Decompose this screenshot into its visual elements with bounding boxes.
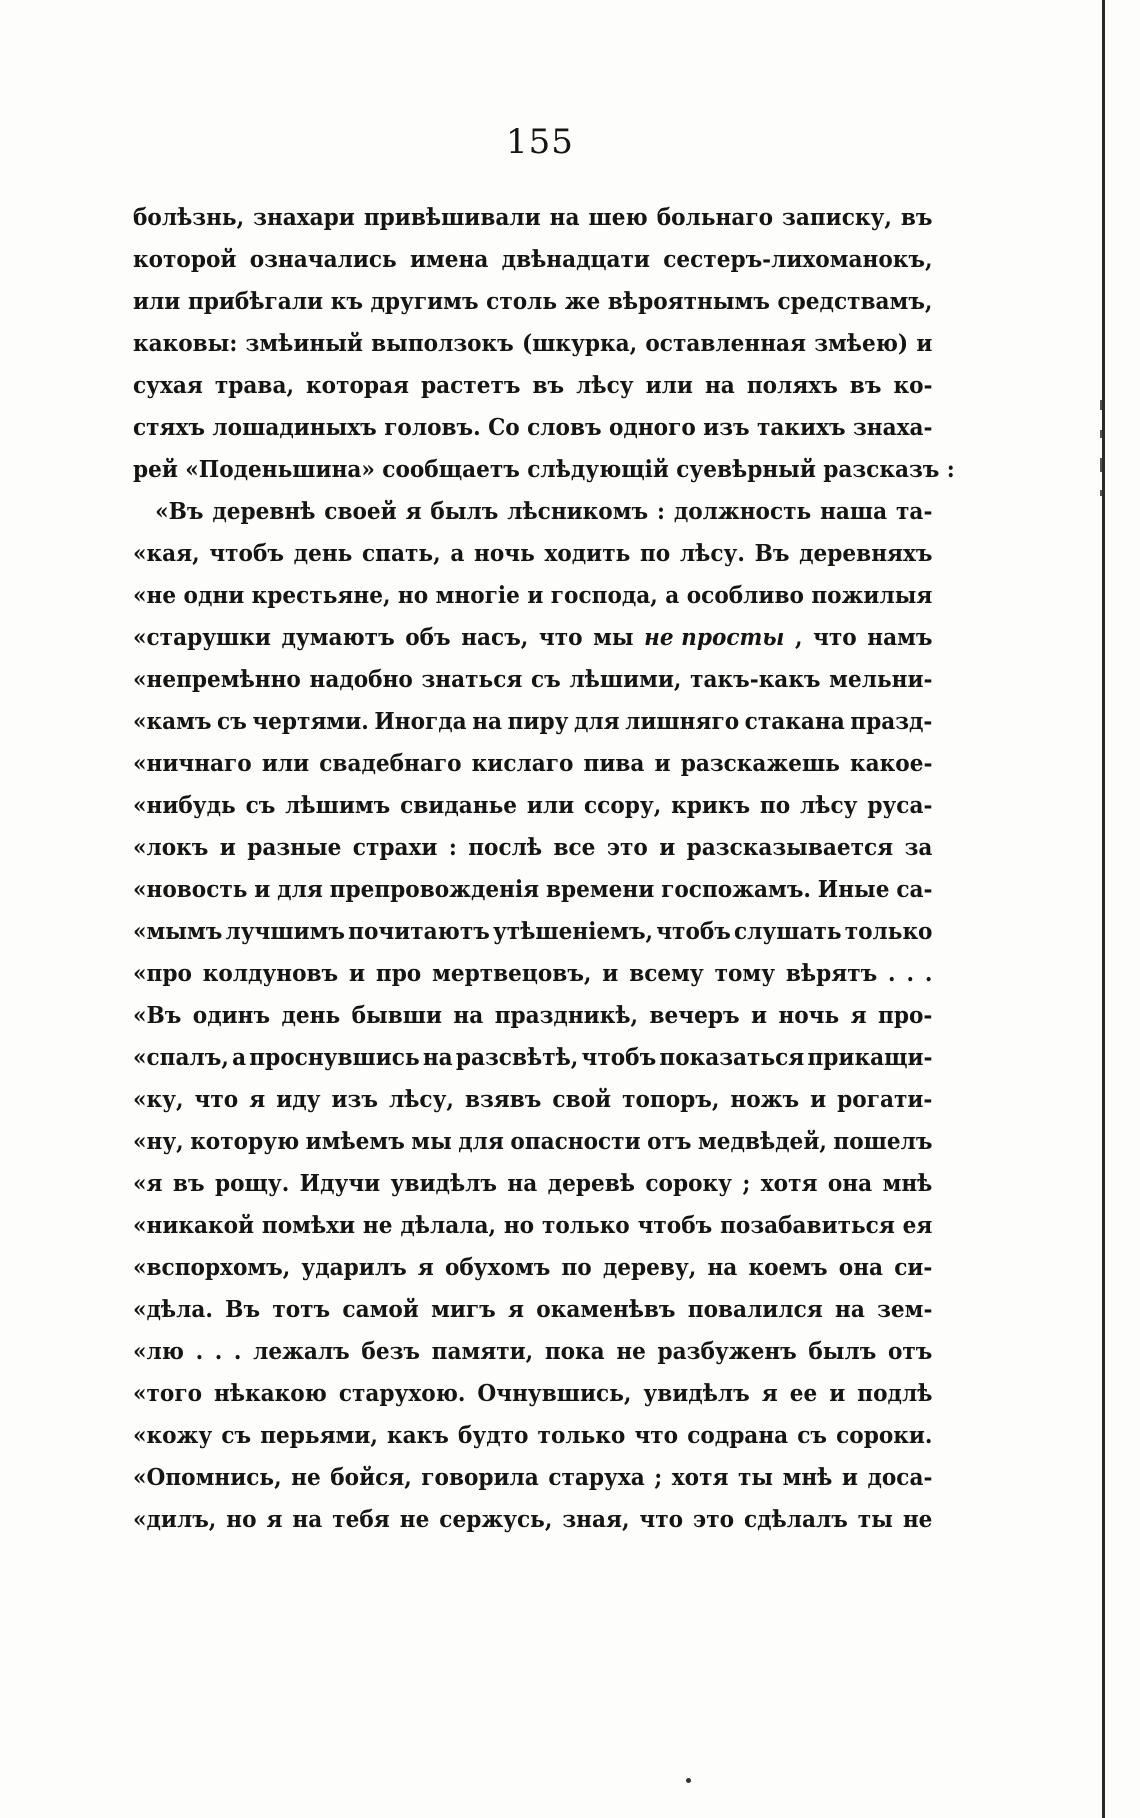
text-line: «дѣла. Въ тотъ самой мигъ я окаменѣвъ повалился на зем- [133, 1295, 933, 1323]
text-line: «не одни крестьяне, но многіе и господа, а особливо пожилыя [133, 581, 933, 609]
text-line: каковы: змѣиный выползокъ (шкурка, оставленная змѣею) и [133, 329, 933, 357]
scan-edge-line [1102, 0, 1105, 1818]
text-line: «дилъ, но я на тебя не сержусь, зная, что это сдѣлалъ ты не [133, 1505, 933, 1533]
text-line: «спалъ, а проснувшись на разсвѣтѣ, чтобъ показаться прикащи- [133, 1043, 933, 1071]
text-line: «мымъ лучшимъ почитаютъ утѣшеніемъ, чтобъ слушать только [133, 917, 933, 945]
text-line: «кожу съ перьями, какъ будто только что содрана съ сороки. [133, 1421, 933, 1449]
text-line: «Въ одинъ день бывши на праздникѣ, вечеръ и ночь я про- [133, 1001, 933, 1029]
text-line: «Въ деревнѣ своей я былъ лѣсникомъ : должность наша та- [155, 497, 933, 525]
text-line: которой означались имена двѣнадцати сестеръ-лихоманокъ, [133, 245, 933, 273]
text-line: «про колдуновъ и про мертвецовъ, и всему тому вѣрятъ . . . [133, 959, 933, 987]
text-line: «кая, чтобъ день спать, а ночь ходить по лѣсу. Въ деревняхъ [133, 539, 933, 567]
text-line: «Опомнись, не бойся, говорила старуха ; хотя ты мнѣ и доса- [133, 1463, 933, 1491]
text-line: «нибудь съ лѣшимъ свиданье или ссору, крикъ по лѣсу руса- [133, 791, 933, 819]
body-text [133, 196, 955, 1540]
text-line: «того нѣкакою старухою. Очнувшись, увидѣлъ я ее и подлѣ [133, 1379, 933, 1407]
text-line: болѣзнь, знахари привѣшивали на шею больнаго записку, въ [133, 203, 933, 231]
text-line: стяхъ лошадиныхъ головъ. Со словъ одного изъ такихъ знаха- [133, 413, 933, 441]
text-line: рей «Поденьшина» сообщаетъ слѣдующій суевѣрный разсказъ : [133, 455, 955, 483]
margin-marks [1094, 400, 1108, 520]
ink-speck [686, 1778, 691, 1783]
text-line: «камъ съ чертями. Иногда на пиру для лишняго стакана празд- [133, 707, 933, 735]
text-line: «старушки думаютъ объ насъ, что мы не просты , что намъ [133, 623, 933, 651]
text-line: «новость и для препровожденія времени госпожамъ. Иные са- [133, 875, 933, 903]
page-number: 155 [506, 122, 574, 162]
text-line: «непремѣнно надобно знаться съ лѣшими, такъ-какъ мельни- [133, 665, 933, 693]
text-line: «я въ рощу. Идучи увидѣлъ на деревѣ сороку ; хотя она мнѣ [133, 1169, 933, 1197]
text-line: «лю . . . лежалъ безъ памяти, пока не разбуженъ былъ отъ [133, 1337, 933, 1365]
text-line: «вспорхомъ, ударилъ я обухомъ по дереву, на коемъ она си- [133, 1253, 933, 1281]
text-line: или прибѣгали къ другимъ столь же вѣроятнымъ средствамъ, [133, 287, 933, 315]
text-line: «никакой помѣхи не дѣлала, но только чтобъ позабавиться ея [133, 1211, 933, 1239]
text-line: «ну, которую имѣемъ мы для опасности отъ медвѣдей, пошелъ [133, 1127, 933, 1155]
text-line: «ку, что я иду изъ лѣсу, взявъ свой топоръ, ножъ и рогати- [133, 1085, 933, 1113]
text-line: сухая трава, которая растетъ въ лѣсу или на поляхъ въ ко- [133, 371, 933, 399]
text-line: «ничнаго или свадебнаго кислаго пива и разскажешь какое- [133, 749, 933, 777]
text-line: «локъ и разные страхи : послѣ все это и разсказывается за [133, 833, 933, 861]
